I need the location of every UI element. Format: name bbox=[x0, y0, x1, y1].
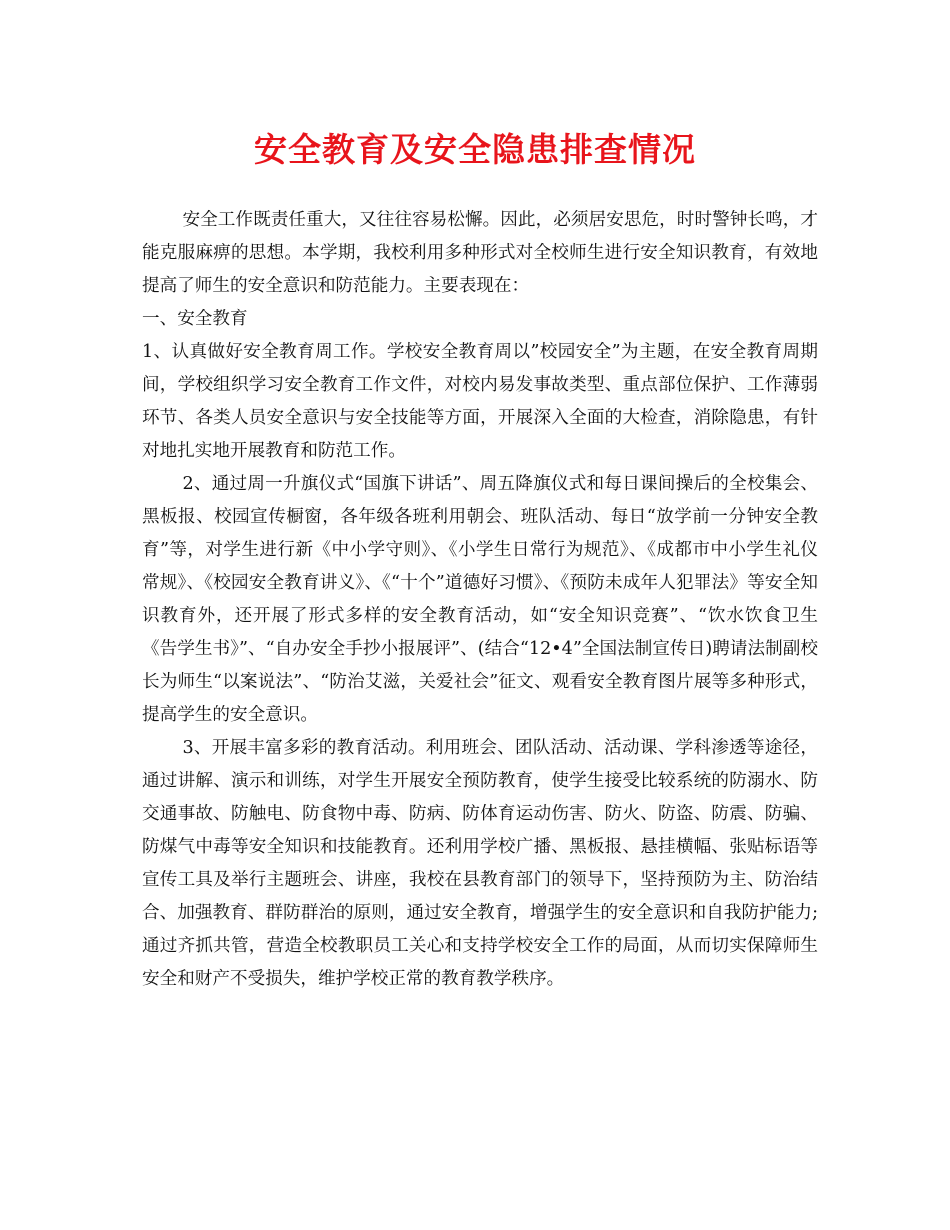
document-body bbox=[142, 204, 818, 996]
intro-paragraph: 安全工作既责任重大，又往往容易松懈。因此，必须居安思危，时时警钟长鸣，才能克服麻痹的思想。本学期，我校利用多种形式对全校师生进行安全知识教育，有效地提高了师生的安全意识和防范能力。主要表现在： bbox=[142, 210, 818, 296]
section-heading-safety-education: 一、安全教育 bbox=[142, 309, 248, 329]
document-title: 安全教育及安全隐患排查情况 bbox=[254, 130, 696, 169]
paragraph-item-3: 3、开展丰富多彩的教育活动。利用班会、团队活动、活动课、学科渗透等途径，通过讲解、演示和训练，对学生开展安全预防教育，使学生接受比较系统的防溺水、防交通事故、防触电、防食物中毒、防病、防体育运动伤害、防火、防盗、防震、防骗、防煤气中毒等安全知识和技能教育。还利用学校广播、黑板报、悬挂横幅、张贴标语等宣传工具及举行主题班会、讲座，我校在县教育部门的领导下，坚持预防为主、防治结合、加强教育、群防群治的原则，通过安全教育，增强学生的安全意识和自我防护能力;通过齐抓共管，营造全校教职员工关心和支持学校安全工作的局面，从而切实保障师生安全和财产不受损失，维护学校正常的教育教学秩序。 bbox=[142, 738, 818, 989]
paragraph-item-2: 2、通过周一升旗仪式“国旗下讲话”、周五降旗仪式和每日课间操后的全校集会、黑板报、校园宣传橱窗，各年级各班利用朝会、班队活动、每日“放学前一分钟安全教育”等，对学生进行新《中小学守则》、《小学生日常行为规范》、《成都市中小学生礼仪常规》、《校园安全教育讲义》、《“十个”道德好习惯》、《预防未成年人犯罪法》等安全知识教育外，还开展了形式多样的安全教育活动，如“安全知识竞赛”、“饮水饮食卫生《告学生书》”、“自办安全手抄小报展评”、(结合“12•4”全国法制宣传日)聘请法制副校长为师生“以案说法”、“防治艾滋，关爱社会”征文、观看安全教育图片展等多种形式，提高学生的安全意识。 bbox=[142, 474, 818, 725]
paragraph-item-1: 1、认真做好安全教育周工作。学校安全教育周以”校园安全”为主题，在安全教育周期间，学校组织学习安全教育工作文件，对校内易发事故类型、重点部位保护、工作薄弱环节、各类人员安全意识与安全技能等方面，开展深入全面的大检查，消除隐患，有针对地扎实地开展教育和防范工作。 bbox=[142, 342, 818, 461]
